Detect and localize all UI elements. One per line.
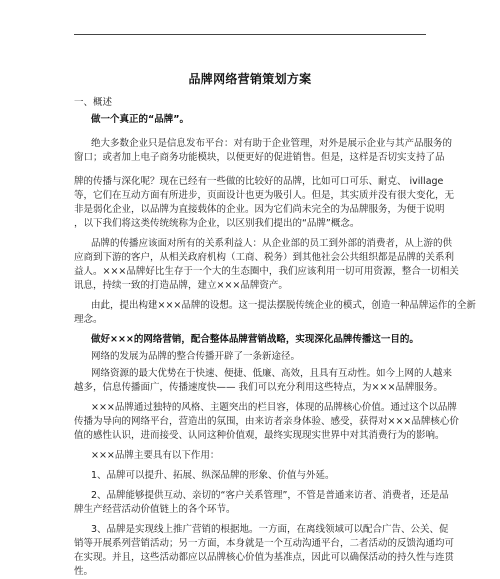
text-line: 越多，信息传播面广，传播速度快—— 我们可以充分利用这些特点，为×××品牌服务。 [74, 382, 443, 393]
text-line: 性。 [74, 566, 94, 577]
subheading: 做一个真正的“品牌”。 [91, 114, 189, 125]
paragraph-4 [74, 299, 476, 327]
paragraph-2 [74, 175, 455, 231]
text-line: 牌的传播与深化呢？现在已经有一些做的比较好的品牌，比如可口可乐、耐克、 ivillage [74, 176, 444, 187]
text-line: ×××品牌通过独特的风格、主题突出的栏目容，体现的品牌核心价值。通过这个以品牌 [91, 402, 457, 413]
text-line: 非是弱化企业，以品牌为直接载体的企业。因为它们尚未完全的为品牌服务，为便于说明 [74, 204, 445, 215]
text-line: 销等开展系列营销活动；另一方面，本身就是一个互动沟通平台，二者活动的反馈沟通均可 [74, 538, 455, 549]
paragraph-5: 网络的发展为品牌的整合传播开辟了一条新途径。 [91, 351, 301, 362]
text-line: 理念。 [74, 314, 103, 325]
document-title: 品牌网络营销策划方案 [188, 72, 312, 86]
paragraph-6 [74, 367, 453, 395]
text-line: 益人。×××品牌好比生存于一个大的生态圈中，我们应该利用一切可用资源，整合一切相关 [74, 266, 459, 277]
text-line: 窗口；或者加上电子商务功能模块，以便更好的促进销售。但是，这样是否切实支持了品 [74, 152, 445, 163]
list-item-1: 1、品牌可以提升、拓展、纵深品牌的形象、价值与外延。 [91, 470, 335, 481]
text-line: 2、品牌能够提供互动、亲切的“客户关系管理”，不管是普通来访者、消费者，还是品 [91, 490, 449, 501]
text-line: ，以下我们将这类传统统称为企业，以区别我们提出的“品牌”概念。 [74, 218, 360, 229]
text-line: 在实现。并且，这些活动都应以品牌核心价值为基准点，因此可以确保活动的持久性与连贯 [74, 552, 455, 563]
section-heading: 一、概述 [74, 97, 113, 108]
paragraph-8: ×××品牌主要具有以下作用： [91, 450, 220, 461]
text-line: 网络资源的最大优势在于快速、便捷、低廉、高效，且具有互动性。如今上网的人越来 [91, 368, 453, 379]
paragraph-7 [74, 401, 459, 443]
text-line: 品牌的传播应该面对所有的关系利益人：从企业部的员工到外部的消费者，从上游的供 [91, 238, 453, 249]
list-item-3 [74, 523, 455, 579]
subheading: 做好×××的网络营销，配合整体品牌营销战略，实现深化品牌传播这一目的。 [91, 334, 419, 345]
text-line: 应商到下游的客户，从相关政府机构（工商、税务）到其他社会公共组织都是品牌的关系利 [74, 252, 455, 263]
text-line: 讯息，持续一致的打造品牌，建立×××品牌资产。 [74, 280, 288, 291]
paragraph-3 [74, 237, 459, 293]
document-body [74, 96, 476, 579]
text-line: 值的感性认识，进而接受、认同这种价值观，最终实现现实世界中对其消费行为的影响。 [74, 430, 445, 441]
paragraph-1 [74, 137, 453, 165]
text-line: 传播为导向的网络平台，营造出的氛围，由来访者亲身体验、感受，获得对×××品牌核心价 [74, 416, 459, 427]
text-line: 由此，提出构建×××品牌的设想。这一提法摆脱传统企业的模式，创造一种品牌运作的全新 [91, 300, 476, 311]
text-line: 3、品牌是实现线上推广营销的根据地。一方面，在离线领域可以配合广告、公关、促 [91, 524, 449, 535]
text-line: 绝大多数企业只是信息发布平台：对有助于企业管理，对外是展示企业与其产品服务的 [91, 138, 453, 149]
text-line: 牌生产经营活动价值链上的各个环节。 [74, 504, 236, 515]
header-rule [74, 34, 426, 35]
list-item-2 [74, 489, 449, 517]
text-line: 等，它们在互动方面有所进步，页面设计也更为吸引人。但是，其实质并没有很大变化，无 [74, 190, 455, 201]
